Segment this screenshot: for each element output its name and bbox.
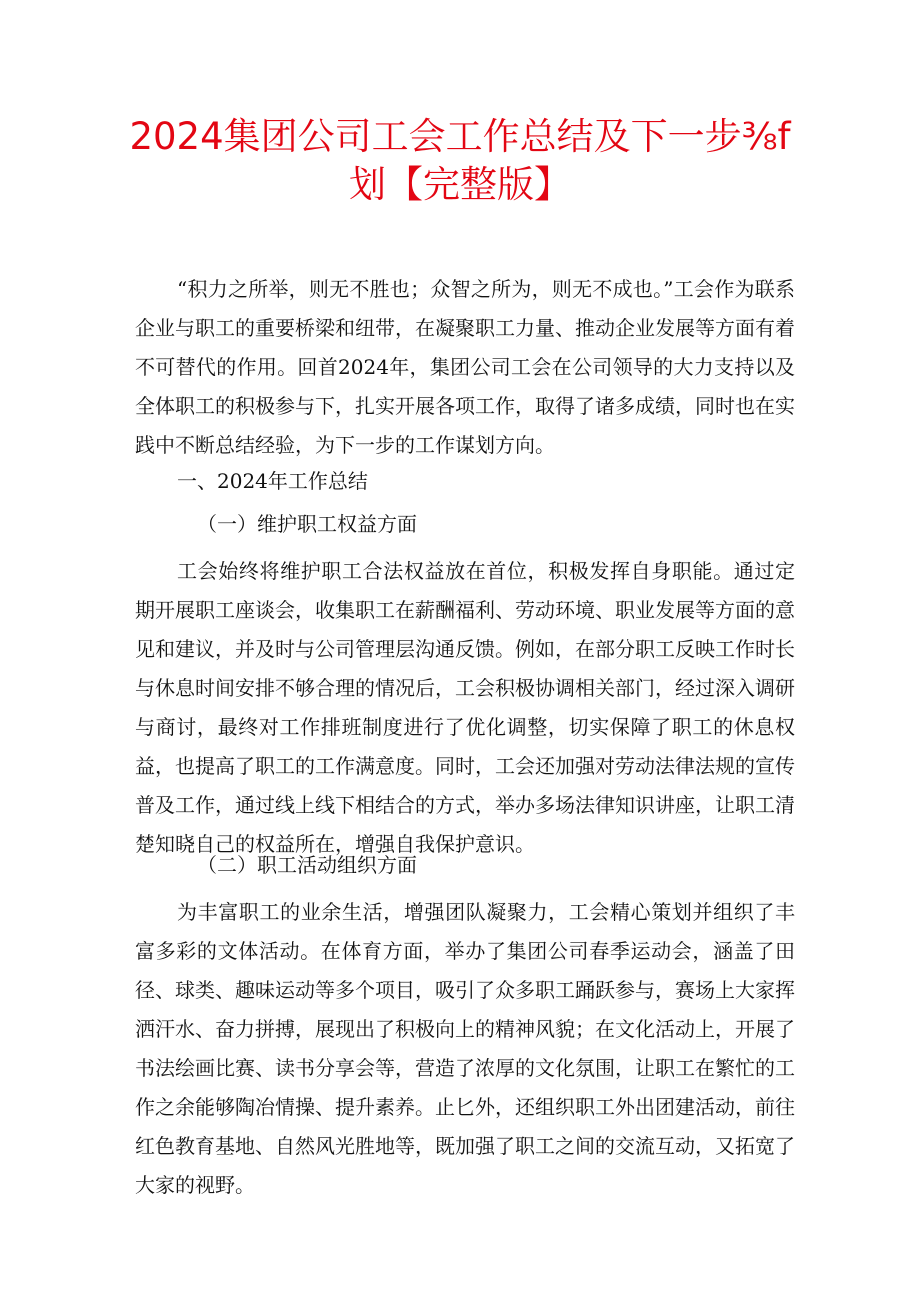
subsection-1-paragraph-block — [135, 552, 795, 864]
intro-paragraph-block — [135, 270, 795, 465]
subsection-1-heading: （一）维护职工权益方面 — [197, 512, 417, 536]
document-title-line-1: 2024集团公司工会工作总结及下一步⅜f — [129, 115, 791, 158]
subsection-1-paragraph: 工会始终将维护职工合法权益放在首位，积极发挥自身职能。通过定期开展职工座谈会，收集职工在薪酬福利、劳动环境、职业发展等方面的意见和建议，并及时与公司管理层沟通反馈。例如，在部分职工反映工作时长与休息时间安排不够合理的情况后，工会积极协调相关部门，经过深入调研与商讨，最终对工作排班制度进行了优化调整，切实保障了职工的休息权益，也提高了职工的工作满意度。同时，工会还加强对劳动法律法规的宣传普及工作，通过线上线下相结合的方式，举办多场法律知识讲座，让职工清楚知晓自己的权益所在，增强自我保护意识。 — [135, 559, 795, 856]
subsection-2-heading: （二）职工活动组织方面 — [197, 853, 417, 877]
section-1-heading: 一、2024年工作总结 — [177, 469, 368, 493]
subsection-2-paragraph: 为丰富职工的业余生活，增强团队凝聚力，工会精心策划并组织了丰富多彩的文体活动。在体育方面，举办了集团公司春季运动会，涵盖了田径、球类、趣味运动等多个项目，吸引了众多职工踊跃参与，赛场上大家挥洒汗水、奋力拼搏，展现出了积极向上的精神风貌；在文化活动上，开展了书法绘画比赛、读书分享会等，营造了浓厚的文化氛围，让职工在繁忙的工作之余能够陶冶情操、提升素养。止匕外，还组织职工外出团建活动，前往红色教育基地、自然风光胜地等，既加强了职工之间的交流互动，又拓宽了大家的视野。 — [135, 900, 795, 1197]
document-title-line-2: 划【完整版】 — [349, 163, 571, 206]
intro-paragraph: “积力之所举，则无不胜也；众智之所为，则无不成也。”工会作为联系企业与职工的重要桥梁和纽带，在凝聚职工力量、推动企业发展等方面有着不可替代的作用。回首2024年，集团公司工会在公司领导的大力支持以及全体职工的积极参与下，扎实开展各项工作，取得了诸多成绩，同时也在实践中不断总结经验，为下一步的工作谋划方向。 — [135, 277, 795, 457]
subsection-1-heading-block — [135, 505, 795, 544]
subsection-2-paragraph-block — [135, 893, 795, 1205]
subsection-2-heading-block — [135, 846, 795, 885]
section-1-heading-block — [135, 462, 795, 501]
